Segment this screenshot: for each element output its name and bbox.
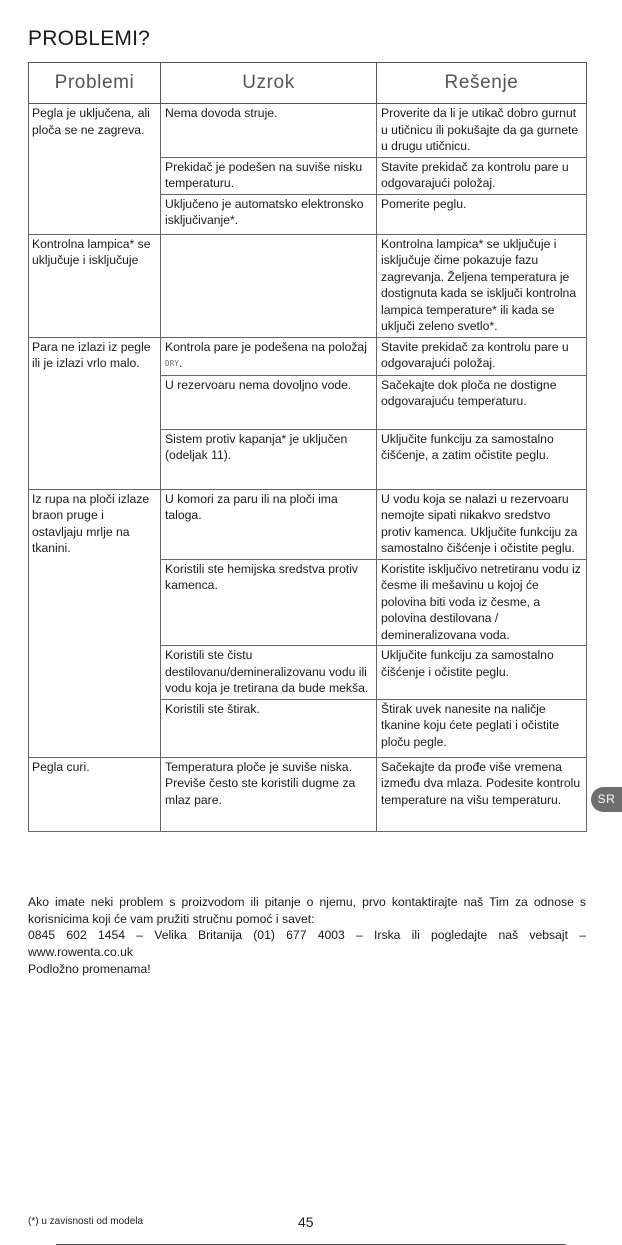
table-header-row	[29, 63, 587, 104]
solution-cell: Kontrolna lampica* se uključuje i isključuje čime pokazuje fazu zagrevanja. Željena temperatura je dostignuta kada se isključi kontrolna lampica temperature* ili kada se uključi zeleno svetlo*.	[377, 234, 587, 337]
solution-cell: U vodu koja se nalazi u rezervoaru nemojte sipati nikakvo sredstvo protiv kamenca. Uključite funkciju za samostalno čišćenje i očistite peglu.	[377, 489, 587, 559]
table-row	[29, 489, 587, 559]
contact-website: www.rowenta.co.uk	[28, 945, 133, 960]
solution-cell: Stavite prekidač za kontrolu pare u odgovarajući položaj.	[377, 337, 587, 375]
solution-cell: Uključite funkciju za samostalno čišćenje, a zatim očistite peglu.	[377, 429, 587, 489]
language-tab: SR	[591, 787, 622, 812]
footnote: (*) u zavisnosti od modela	[28, 1216, 144, 1227]
problem-cell: Kontrolna lampica* se uključuje i isključuje	[29, 234, 161, 337]
header-problems: Problemi	[29, 63, 161, 104]
solution-cell: Štirak uvek nanesite na naličje tkanine koju ćete peglati i očistite ploču pegle.	[377, 699, 587, 757]
table-row	[29, 234, 587, 337]
cause-text: Kontrola pare je podešena na položaj	[165, 339, 367, 354]
header-cause: Uzrok	[161, 63, 377, 104]
cause-cell: Nema dovoda struje.	[161, 104, 377, 158]
cause-cell	[161, 234, 377, 337]
contact-info	[28, 894, 586, 978]
cause-cell: U komori za paru ili na ploči ima taloga.	[161, 489, 377, 559]
cause-cell: Koristili ste čistu destilovanu/demineralizovanu vodu ili vodu koja je tretirana da bude mekša.	[161, 646, 377, 700]
contact-intro: Ako imate neki problem s proizvodom ili pitanje o njemu, prvo kontaktirajte naš Tim za odnose s korisnicima koji će vam pružiti stručnu pomoć i savet:	[28, 895, 586, 926]
subject-to-change: Podložno promenama!	[28, 961, 151, 976]
header-solution: Rešenje	[377, 63, 587, 104]
table-row	[29, 757, 587, 831]
problem-cell: Pegla je uključena, ali ploča se ne zagreva.	[29, 104, 161, 235]
problem-cell: Pegla curi.	[29, 757, 161, 831]
solution-cell: Stavite prekidač za kontrolu pare u odgovarajući položaj.	[377, 157, 587, 194]
troubleshooting-table	[28, 62, 587, 832]
cause-cell: U rezervoaru nema dovoljno vode.	[161, 375, 377, 429]
solution-cell: Uključite funkciju za samostalno čišćenje i očistite peglu.	[377, 646, 587, 700]
cause-cell: Koristili ste hemijska sredstva protiv kamenca.	[161, 559, 377, 646]
dry-setting-icon: DRY	[165, 359, 180, 368]
solution-cell: Pomerite peglu.	[377, 194, 587, 234]
contact-phones: 0845 602 1454 – Velika Britanija (01) 677 4003 – Irska ili pogledajte naš vebsajt –	[28, 928, 586, 943]
solution-cell: Sačekajte da prođe više vremena između dva mlaza. Podesite kontrolu temperature na višu temperaturu.	[377, 757, 587, 831]
cause-cell: Prekidač je podešen na suviše nisku temperaturu.	[161, 157, 377, 194]
problem-cell: Iz rupa na ploči izlaze braon pruge i ostavljaju mrlje na tkanini.	[29, 489, 161, 757]
page-title: PROBLEMI?	[28, 27, 151, 50]
table-row	[29, 337, 587, 375]
cause-text-end: .	[179, 356, 183, 370]
solution-cell: Koristite isključivo netretiranu vodu iz česme ili mešavinu u kojoj će polovina biti voda iz česme, a polovina destilovana / demineralizovana voda.	[377, 559, 587, 646]
cause-cell	[161, 337, 377, 375]
cause-cell: Temperatura ploče je suviše niska. Previše često ste koristili dugme za mlaz pare.	[161, 757, 377, 831]
cause-cell: Koristili ste štirak.	[161, 699, 377, 757]
cause-cell: Sistem protiv kapanja* je uključen (odeljak 11).	[161, 429, 377, 489]
problem-cell: Para ne izlazi iz pegle ili je izlazi vrlo malo.	[29, 337, 161, 489]
table-row	[29, 104, 587, 158]
solution-cell: Sačekajte dok ploča ne dostigne odgovarajuću temperaturu.	[377, 375, 587, 429]
page-number: 45	[298, 1214, 314, 1230]
solution-cell: Proverite da li je utikač dobro gurnut u utičnicu ili pokušajte da ga gurnete u drugu utičnicu.	[377, 104, 587, 158]
cause-cell: Uključeno je automatsko elektronsko isključivanje*.	[161, 194, 377, 234]
